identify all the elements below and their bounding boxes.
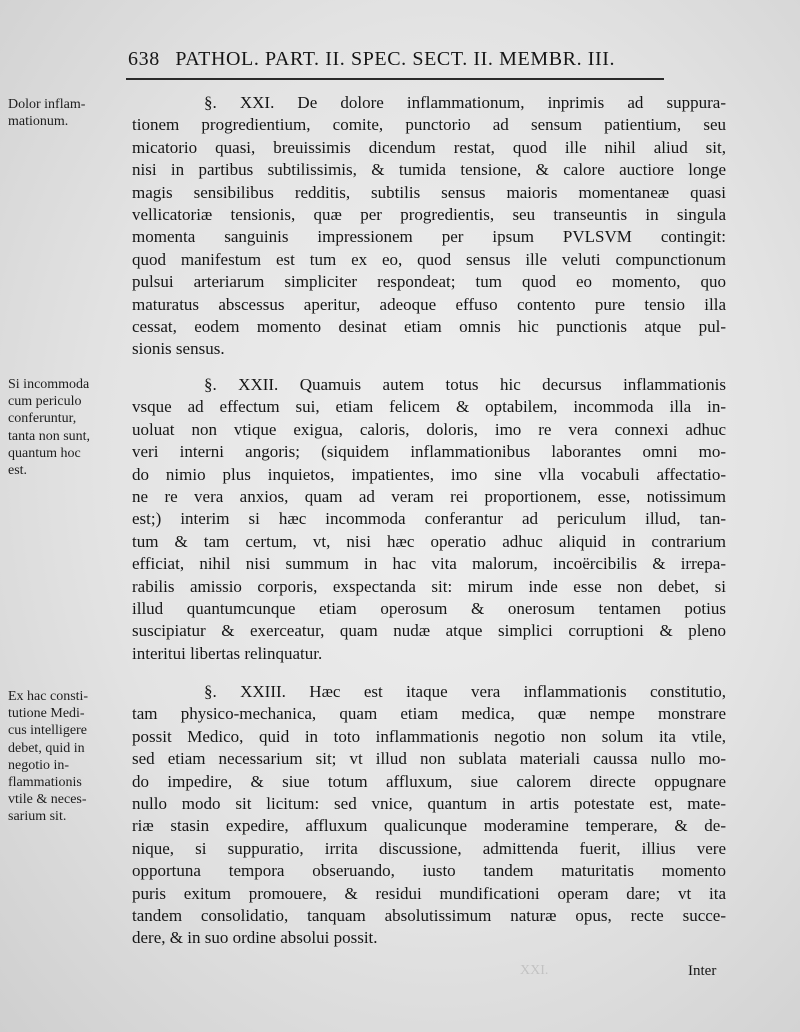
- text-line: illud quantumcunque etiam operosum & onerosum tentamen potius: [132, 598, 726, 618]
- text-line: tandem consolidatio, tanquam absolutissimum naturæ opus, recte succe-: [132, 905, 726, 925]
- text-line: tionem progredientium, comite, punctorio ad sensum patientium, seu: [132, 115, 726, 135]
- text-line: sed etiam necessarium sit; vt illud non sublata materiali caussa nullo mo-: [132, 749, 726, 769]
- text-line: efficiat, nihil nisi summum in hac vita malorum, incoërcibilis & irrepa-: [132, 554, 726, 574]
- text-line: §. XXI. De dolore inflammationum, inprimis ad suppura-: [204, 93, 726, 112]
- paragraph-section-xxi: [132, 92, 726, 361]
- margin-note-line: cum periculo: [8, 394, 82, 410]
- text-line: sionis sensus.: [132, 339, 225, 359]
- text-line: opportuna tempora obseruando, iusto tandem maturitatis momento: [132, 861, 726, 881]
- margin-note-line: Ex hac consti-: [8, 689, 89, 704]
- text-line: nullo modo sit licitum: sed vnice, quantum in artis potestate est, mate-: [132, 793, 726, 813]
- text-line: §. XXII. Quamuis autem totus hic decursus inflammationis: [204, 375, 726, 394]
- text-line: magis sensibilibus redditis, subtilis sensus maioris momentaneæ quasi: [132, 182, 726, 202]
- header-rule: [126, 78, 664, 80]
- margin-note-line: conferuntur,: [8, 411, 77, 427]
- margin-note-line: flammationis: [8, 775, 82, 791]
- text-line: nisi in partibus subtilissimis, & tumida tensione, & calore auctiore longe: [132, 160, 726, 180]
- margin-note-line: mationum.: [8, 114, 69, 130]
- paragraph-section-xxii: [132, 374, 726, 665]
- text-line: do nimio plus inquietos, impatientes, imo sine vlla vocabuli affectatio-: [132, 464, 726, 484]
- margin-note-constitutione: [8, 688, 124, 826]
- text-line: possit Medico, quid in toto inflammationis negotio non solum ita vtile,: [132, 726, 726, 746]
- text-line: riæ stasin expedire, affluxum qualicunque moderamine temperare, & de-: [132, 816, 726, 836]
- margin-note-dolor: [8, 96, 124, 130]
- margin-note-incommoda: [8, 376, 124, 479]
- margin-note-line: tutione Medi-: [8, 706, 85, 722]
- text-line: tum & tam certum, vt, nisi hæc operatio adhuc aliquid in contrarium: [132, 531, 726, 551]
- text-line: vellicatoriæ tensionis, quæ per progredientis, seu transeuntis in singula: [132, 204, 726, 224]
- text-line: maturatus abscessus aperitur, adeoque effuso contento pure tensio illa: [132, 294, 726, 314]
- text-line: micatorio quasi, breuissimis dicendum restat, quod ille nihil aliud sit,: [132, 137, 726, 157]
- paragraph-section-xxiii: [132, 681, 726, 950]
- bleed-through-text: XXI.: [520, 963, 549, 978]
- text-line: momenta sanguinis impressionem per ipsum PVLSVM contingit:: [132, 227, 726, 247]
- text-line: puris exitum promouere, & residui mundificationi operam dare; vt ita: [132, 883, 726, 903]
- running-title: PATHOL. PART. II. SPEC. SECT. II. MEMBR. III.: [175, 48, 616, 70]
- margin-note-line: vtile & neces-: [8, 792, 87, 808]
- text-line: cessat, eodem momento desinat etiam omnis hic punctionis atque pul-: [132, 316, 726, 336]
- text-line: §. XXIII. Hæc est itaque vera inflammationis constitutio,: [204, 682, 726, 701]
- margin-note-line: debet, quid in: [8, 740, 85, 756]
- text-line: rabilis amissio corporis, exspectanda sit: mirum inde esse non debet, si: [132, 576, 726, 596]
- text-line: interitui libertas relinquatur.: [132, 643, 323, 663]
- margin-note-line: cus intelligere: [8, 723, 87, 739]
- text-line: uoluat non vtique exigua, caloris, doloris, imo re vera connexi adhuc: [132, 419, 726, 439]
- margin-note-line: est.: [8, 463, 28, 479]
- text-line: pulsui arteriarum simpliciter respondeat; tum quod eo momento, quo: [132, 272, 726, 292]
- running-head: [128, 48, 688, 71]
- margin-note-line: Si incommoda: [8, 377, 90, 392]
- text-line: tam physico-mechanica, quam etiam medica, quæ nempe monstrare: [132, 704, 726, 724]
- text-line: dere, & in suo ordine absolui possit.: [132, 928, 378, 948]
- text-line: vsque ad effectum sui, etiam felicem & optabilem, incommoda illa in-: [132, 397, 726, 417]
- text-line: est;) interim si hæc incommoda conferantur ad periculum illud, tan-: [132, 509, 726, 529]
- margin-note-line: sarium sit.: [8, 809, 67, 825]
- text-line: do impedire, & siue totum affluxum, siue calorem directe oppugnare: [132, 771, 726, 791]
- text-line: veri interni angoris; (siquidem inflammationibus laborantes omni mo-: [132, 442, 726, 462]
- page-number: 638: [128, 48, 160, 70]
- catchword: Inter: [688, 963, 717, 979]
- text-line: quod manifestum est tum ex eo, quod sensus ille veluti compunctionum: [132, 249, 726, 269]
- text-line: nique, si suppuratio, irrita discussione, admittenda fuerit, illius vere: [132, 838, 726, 858]
- text-line: suscipiatur & exerceatur, quam nudæ atque simplici corruptioni & pleno: [132, 621, 726, 641]
- margin-note-line: quantum hoc: [8, 445, 81, 461]
- margin-note-line: negotio in-: [8, 757, 70, 773]
- margin-note-line: tanta non sunt,: [8, 428, 91, 444]
- margin-note-line: Dolor inflam-: [8, 97, 86, 112]
- text-line: ne re vera anxios, quam ad veram rei proportionem, esse, notissimum: [132, 486, 726, 506]
